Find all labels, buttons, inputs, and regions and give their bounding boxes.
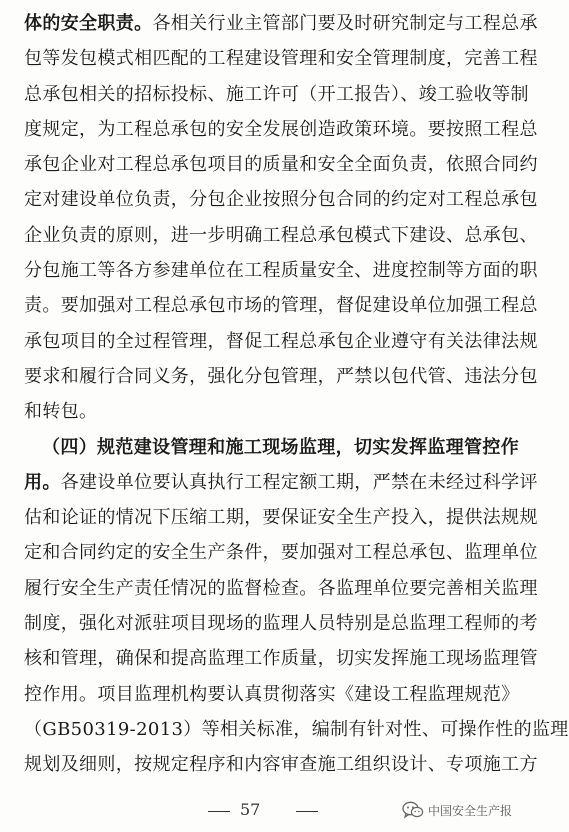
text-line: 责。要加强对工程总承包市场的管理，督促建设单位加强工程总: [24, 295, 538, 317]
text-line: 承包项目的全过程管理，督促工程总承包企业遵守有关法律法规: [24, 330, 538, 352]
section-heading-end: 用。: [24, 471, 61, 493]
text-line: 核和管理，确保和提高监理工作质量，切实发挥施工现场监理管: [24, 648, 538, 670]
page-number-dash-right: [296, 811, 318, 812]
text-line: 控作用。项目监理机构要认真贯彻落实《建设工程监理规范》: [24, 683, 520, 705]
text-line: [24, 6, 538, 41]
body-text: [24, 6, 569, 783]
bold-phrase: 体的安全职责。: [24, 13, 153, 34]
text-span: 各建设单位要认真执行工程定额工期，严禁在未经过科学评: [60, 471, 538, 493]
text-span: 各相关行业主管部门要及时研究制定与工程总承: [152, 13, 538, 34]
watermark-text: 中国安全生产报: [428, 803, 513, 818]
text-line: [24, 465, 538, 500]
text-line: 制度，强化对派驻项目现场的监理人员特别是总监理工程师的考: [24, 613, 538, 635]
text-line: 和转包。: [24, 401, 98, 423]
watermark: [402, 798, 512, 822]
page-number: 57: [240, 800, 261, 819]
text-line: 总承包相关的招标投标、施工许可（开工报告）、竣工验收等制: [24, 83, 529, 105]
text-line: 包等发包模式相匹配的工程建设管理和安全管理制度，完善工程: [24, 48, 538, 70]
text-line: 承包企业对工程总承包项目的质量和安全全面负责，依照合同约: [24, 154, 538, 176]
text-line: 分包施工等各方参建单位在工程质量安全、进度控制等方面的职: [24, 260, 538, 282]
text-line: 履行安全生产责任情况的监督检查。各监理单位要完善相关监理: [24, 577, 538, 599]
text-line: 要求和履行合同义务，强化分包管理，严禁以包代管、违法分包: [24, 365, 538, 387]
text-line: 估和论证的情况下压缩工期，要保证安全生产投入，提供法规规: [24, 507, 538, 529]
page-number-dash-left: [208, 811, 230, 812]
text-line: [24, 430, 520, 465]
text-line: 度规定，为工程总承包的安全发展创造政策环境。要按照工程总: [24, 118, 538, 140]
text-line: 定对建设单位负责，分包企业按照分包合同的约定对工程总承包: [24, 189, 538, 211]
text-line: 企业负责的原则，进一步明确工程总承包模式下建设、总承包、: [24, 224, 538, 246]
text-line: 规划及细则，按规定程序和内容审查施工组织设计、专项施工方: [24, 754, 538, 776]
text-line: 定和合同约定的安全生产条件，要加强对工程总承包、监理单位: [24, 542, 538, 564]
page-footer: [0, 796, 531, 826]
wechat-icon: [402, 801, 424, 819]
section-heading: （四）规范建设管理和施工现场监理，切实发挥监理管控作: [42, 436, 520, 458]
text-line: （GB50319-2013）等相关标准，编制有针对性、可操作性的监理: [24, 718, 569, 740]
